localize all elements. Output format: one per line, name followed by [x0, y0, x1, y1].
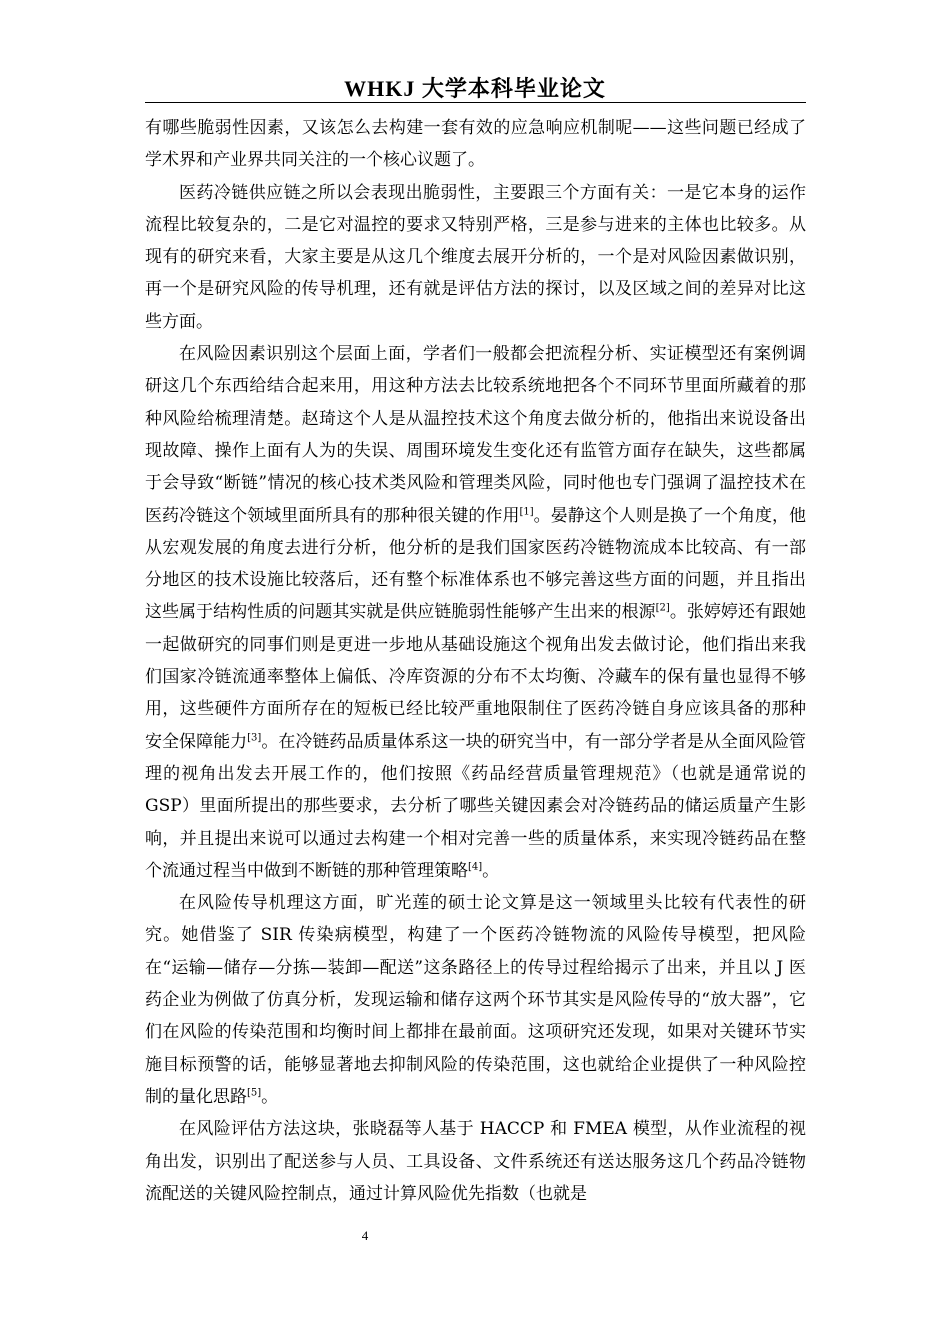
paragraph-text: 在风险传导机理这方面，旷光莲的硕士论文算是这一领域里头比较有代表性的研究。她借鉴了 SIR 传染病模型，构建了一个医药冷链物流的风险传导模型，把风险在“运输—储存—分拣—装卸—配送”这条路径上的传导过程给揭示了出来，并且以 J 医药企业为例做了仿真分析，发现运输和储存这两个环节其实是风险传导的“放大器”，它们在风险的传染范围和均衡时间上都排在最前面。这项研究还发现，如果对关键环节实施目标预警的话，能够显著地去抑制风险的传染范围，这也就给企业提供了一种风险控制的量化思路	[145, 893, 806, 1107]
page-number: 4	[361, 1228, 369, 1243]
paragraph-text: 有哪些脆弱性因素，又该怎么去构建一套有效的应急响应机制呢——这些问题已经成了学术界和产业界共同关注的一个核心议题了。	[145, 118, 806, 171]
paragraph	[145, 887, 806, 1113]
citation-marker: [5]	[247, 1087, 262, 1099]
header-divider	[145, 102, 806, 103]
paragraph-text: 。	[261, 1086, 279, 1107]
body-text	[145, 112, 806, 1210]
paragraph-text: 在风险评估方法这块，张晓磊等人基于 HACCP 和 FMEA 模型，从作业流程的视角出发，识别出了配送参与人员、工具设备、文件系统还有送达服务这几个药品冷链物流配送的关键风险控制点，通过计算风险优先指数（也就是	[145, 1119, 806, 1204]
paragraph-text: 在风险因素识别这个层面上面，学者们一般都会把流程分析、实证模型还有案例调研这几个东西给结合起来用，用这种方法去比较系统地把各个不同环节里面所藏着的那种风险给梳理清楚。赵琦这个人是从温控技术这个角度去做分析的，他指出来说设备出现故障、操作上面有人为的失误、周围环境发生变化还有监管方面存在缺失，这些都属于会导致“断链”情况的核心技术类风险和管理类风险，同时他也专门强调了温控技术在医药冷链这个领域里面所具有的那种很关键的作用	[145, 344, 806, 526]
paragraph	[145, 338, 806, 887]
paragraph-text: 医药冷链供应链之所以会表现出脆弱性，主要跟三个方面有关：一是它本身的运作流程比较复杂的，二是它对温控的要求又特别严格，三是参与进来的主体也比较多。从现有的研究来看，大家主要是从这几个维度去展开分析的，一个是对风险因素做识别，再一个是研究风险的传导机理，还有就是评估方法的探讨，以及区域之间的差异对比这些方面。	[145, 182, 806, 332]
paragraph	[145, 177, 806, 338]
paragraph-text: 。在冷链药品质量体系这一块的研究当中，有一部分学者是从全面风险管理的视角出发去开展工作的，他们按照《药品经营质量管理规范》（也就是通常说的 GSP）里面所提出的那些要求，去分析了哪些关键因素会对冷链药品的储运质量产生影响，并且提出来说可以通过去构建一个相对完善一些的质量体系，来实现冷链药品在整个流通过程当中做到不断链的那种管理策略	[145, 731, 807, 881]
paragraph-text: 。张婷婷还有跟她一起做研究的同事们则是更进一步地从基础设施这个视角出发去做讨论，他们指出来我们国家冷链流通率整体上偏低、冷库资源的分布不太均衡、冷藏车的保有量也显得不够用，这些硬件方面所存在的短板已经比较严重地限制住了医药冷链自身应该具备的那种安全保障能力	[145, 602, 807, 752]
paragraph-text: 。	[482, 860, 500, 881]
paragraph	[145, 112, 806, 177]
paragraph	[145, 1113, 806, 1210]
paragraph-text: 。晏静这个人则是换了一个角度，他从宏观发展的角度去进行分析，他分析的是我们国家医药冷链物流成本比较高、有一部分地区的技术设施比较落后，还有整个标准体系也不够完善这些方面的问题，并且指出这些属于结构性质的问题其实就是供应链脆弱性能够产生出来的根源	[145, 505, 807, 623]
citation-marker: [1]	[519, 505, 534, 517]
citation-marker: [3]	[247, 731, 262, 743]
citation-marker: [4]	[468, 861, 483, 873]
citation-marker: [2]	[655, 602, 670, 614]
header-title: WHKJ 大学本科毕业论文	[344, 76, 606, 101]
